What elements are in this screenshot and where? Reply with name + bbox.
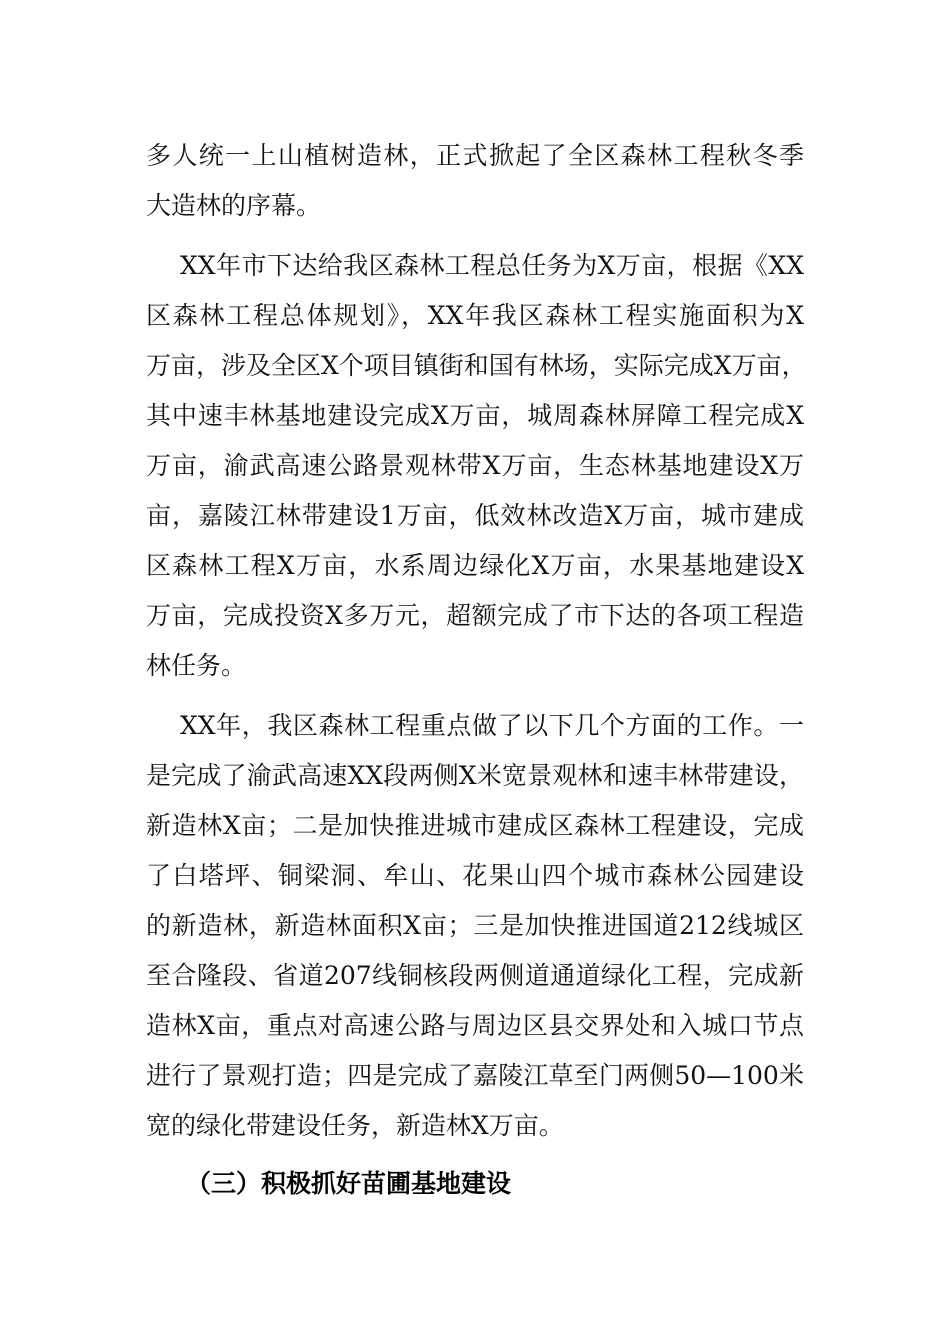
paragraph-2-line-7: 区森林工程X万亩，水系周边绿化X万亩，水果基地建设X <box>146 551 804 580</box>
paragraph-3-line-9: 宽的绿化带建设任务，新造林X万亩。 <box>146 1111 564 1140</box>
paragraph-1-line-2: 大造林的序幕。 <box>146 191 322 220</box>
paragraph-2-line-1: XX年市下达给我区森林工程总任务为X万亩，根据《XX <box>180 251 804 280</box>
paragraph-2-line-3: 万亩，涉及全区X个项目镇街和国有林场，实际完成X万亩， <box>146 351 807 380</box>
paragraph-3-line-6: 至合隆段、省道207线铜核段两侧道通道绿化工程，完成新 <box>146 961 804 990</box>
paragraph-3-line-7: 造林X亩，重点对高速公路与周边区县交界处和入城口节点 <box>146 1011 804 1040</box>
paragraph-2-line-2: 区森林工程总体规划》，XX年我区森林工程实施面积为X <box>146 301 804 330</box>
paragraph-3-line-4: 了白塔坪、铜梁洞、牟山、花果山四个城市森林公园建设 <box>146 861 804 890</box>
paragraph-3-line-3: 新造林X亩；二是加快推进城市建成区森林工程建设，完成 <box>146 811 804 840</box>
paragraph-2-line-6: 亩，嘉陵江林带建设1万亩，低效林改造X万亩，城市建成 <box>146 501 804 530</box>
paragraph-3-line-8: 进行了景观打造；四是完成了嘉陵江草至门两侧50—100米 <box>146 1061 804 1090</box>
paragraph-1-line-1: 多人统一上山植树造林，正式掀起了全区森林工程秋冬季 <box>146 141 804 170</box>
paragraph-3-line-5: 的新造林，新造林面积X亩；三是加快推进国道212线城区 <box>146 911 804 940</box>
paragraph-3-line-2: 是完成了渝武高速XX段两侧X米宽景观林和速丰林带建设， <box>146 761 804 790</box>
paragraph-2-line-8: 万亩，完成投资X多万元，超额完成了市下达的各项工程造 <box>146 601 804 630</box>
paragraph-2-line-4: 其中速丰林基地建设完成X万亩，城周森林屏障工程完成X <box>146 401 804 430</box>
section-heading: （三）积极抓好苗圃基地建设 <box>186 1169 512 1198</box>
paragraph-2-line-5: 万亩，渝武高速公路景观林带X万亩，生态林基地建设X万 <box>146 451 804 480</box>
paragraph-2-line-9: 林任务。 <box>146 651 247 680</box>
paragraph-3-line-1: XX年，我区森林工程重点做了以下几个方面的工作。一 <box>180 711 804 740</box>
